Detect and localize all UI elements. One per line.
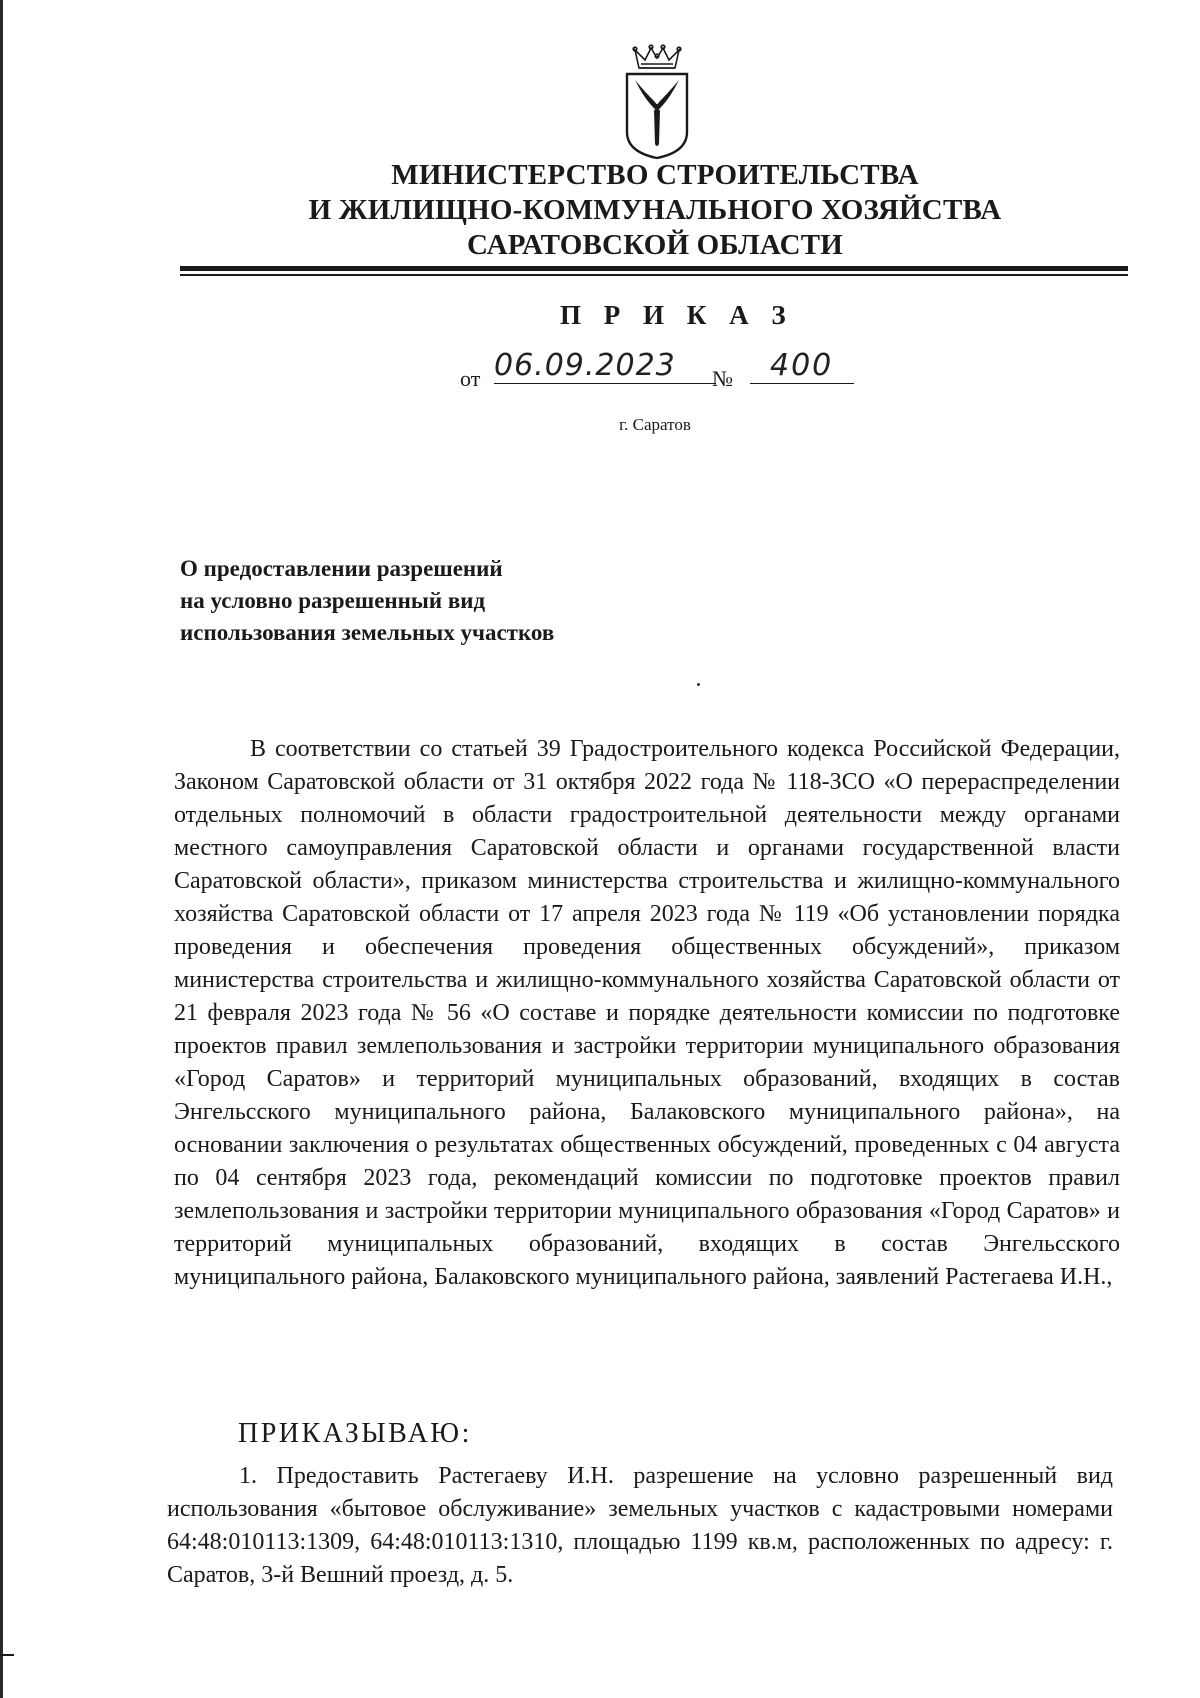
preamble-paragraph: В соответствии со статьей 39 Градостроительного кодекса Российской Федерации, Законом Саратовской области от 31 октября 2022 года № 118-ЗСО «О перераспределении отдельных полномочий в области градостроительной деятельности между органами местного самоуправления Саратовской области и органами государственной власти Саратовской области», приказом министерства строительства и жилищно-коммунального хозяйства Саратовской области от 17 апреля 2023 года № 119 «Об установлении порядка проведения и обеспечения проведения общественных обсуждений», приказом министерства строительства и жилищно-коммунального хозяйства Саратовской области от 21 февраля 2023 года № 56 «О составе и порядке деятельности комиссии по подготовке проектов правил землепользования и застройки территории муниципального образования «Город Саратов» и территорий муниципальных образований, входящих в состав Энгельсского муниципального района, Балаковского муниципального района», на основании заключения о результатах общественных обсуждений, проведенных с 04 августа по 04 сентября 2023 года, рекомендаций комиссии по подготовке проектов правил землепользования и застройки территории муниципального образования «Город Саратов» и территорий муниципальных образований, входящих в состав Энгельсского муниципального района, Балаковского муниципального района, заявлений Растегаева И.Н., bbox=[174, 736, 1120, 1290]
number-prefix: № bbox=[712, 366, 733, 391]
header-rule-thin bbox=[180, 274, 1128, 276]
document-subject bbox=[180, 553, 740, 649]
scan-edge bbox=[0, 0, 3, 1698]
document-date: 06.09.2023 bbox=[494, 348, 716, 384]
document-type: П Р И К А З bbox=[560, 300, 794, 330]
subject-line-1: О предоставлении разрешений bbox=[180, 556, 503, 581]
header-rule-thick bbox=[180, 266, 1128, 271]
coat-of-arms-icon bbox=[621, 44, 693, 160]
org-line-1: МИНИСТЕРСТВО СТРОИТЕЛЬСТВА bbox=[391, 159, 919, 191]
subject-line-3: использования земельных участков bbox=[180, 620, 555, 645]
document-city: г. Саратов bbox=[619, 415, 691, 434]
scan-margin-mark bbox=[0, 1654, 14, 1656]
preamble bbox=[174, 733, 1120, 1294]
order-item-1: 1. Предоставить Растегаеву И.Н. разрешение на условно разрешенный вид использования «бытовое обслуживание» земельных участков с кадастровыми номерами 64:48:010113:1309, 64:48:010113:1310, площадью 1199 кв.м, расположенных по адресу: г. Саратов, 3-й Вешний проезд, д. 5. bbox=[167, 1463, 1113, 1588]
document-number: 400 bbox=[750, 348, 854, 384]
organization-name bbox=[200, 158, 1110, 263]
order-heading: ПРИКАЗЫВАЮ: bbox=[238, 1418, 472, 1449]
subject-line-2: на условно разрешенный вид bbox=[180, 588, 486, 613]
org-line-3: САРАТОВСКОЙ ОБЛАСТИ bbox=[466, 229, 844, 261]
org-line-2: И ЖИЛИЩНО-КОММУНАЛЬНОГО ХОЗЯЙСТВА bbox=[308, 194, 1002, 226]
scan-speck bbox=[697, 683, 700, 686]
order-items bbox=[167, 1460, 1113, 1592]
date-prefix: от bbox=[460, 366, 481, 391]
